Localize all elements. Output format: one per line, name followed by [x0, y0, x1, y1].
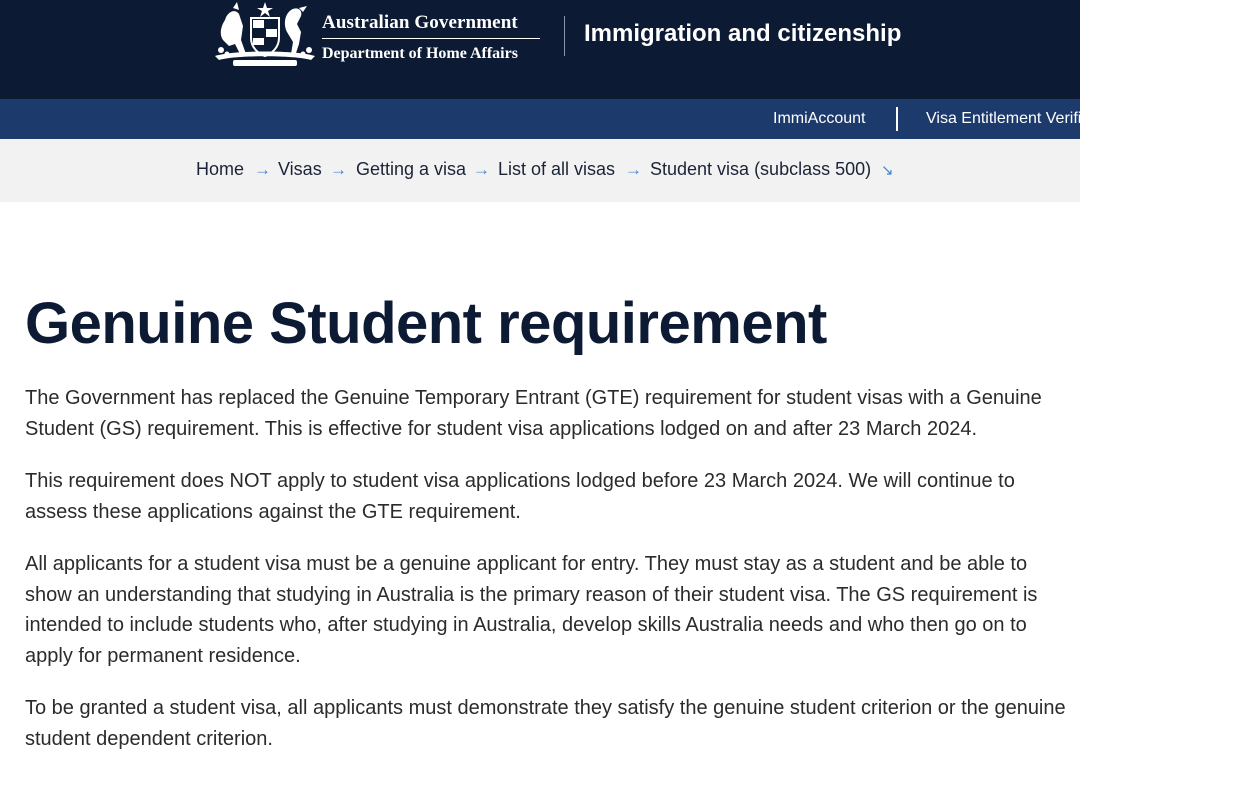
utility-nav: [0, 99, 1234, 139]
vevo-link[interactable]: Visa Entitlement Verification Online (VEVO): [926, 110, 1234, 127]
site-title[interactable]: Immigration and citizenship: [584, 20, 902, 47]
breadcrumb-list-of-all-visas[interactable]: List of all visas: [498, 159, 616, 179]
main-content: [25, 383, 1071, 776]
criterion-paragraph: To be granted a student visa, all applicants must demonstrate they satisfy the genuine student criterion or the genuine student dependent criterion.: [25, 697, 1066, 750]
arrow-right-icon: →: [330, 160, 347, 179]
breadcrumb-student-visa[interactable]: Student visa (subclass 500): [650, 159, 872, 179]
genuine-applicant-paragraph: All applicants for a student visa must be a genuine applicant for entry. They must stay as a student and be able to show an understanding that studying in Australia is the primary reason of their student visa. The GS requirement is intended to include students who, after studying in Australia, develop skills Australia needs and who then go on to apply for permanent residence.: [25, 553, 1038, 667]
government-name: Australian Government: [322, 12, 518, 33]
arrow-right-icon: →: [473, 160, 490, 179]
utility-nav-separator: [896, 107, 898, 131]
breadcrumb: [0, 139, 1080, 202]
site-header: [0, 0, 1080, 99]
immiaccount-link[interactable]: ImmiAccount: [773, 110, 866, 127]
breadcrumb-home[interactable]: Home: [196, 159, 245, 179]
intro-paragraph: The Government has replaced the Genuine Temporary Entrant (GTE) requirement for student visas with a Genuine Student (GS) requirement. This is effective for student visa applications lodged on and after 23 March 2024.: [25, 387, 1042, 440]
logo-divider-line: [322, 38, 540, 39]
breadcrumb-getting-a-visa[interactable]: Getting a visa: [356, 159, 467, 179]
breadcrumb-visas[interactable]: Visas: [278, 159, 322, 179]
arrow-down-right-icon[interactable]: ↘: [881, 162, 894, 179]
arrow-right-icon: →: [254, 160, 271, 179]
page-title: Genuine Student requirement: [25, 291, 827, 356]
gte-paragraph: This requirement does NOT apply to student visa applications lodged before 23 March 2024. We will continue to assess these applications against the GTE requirement.: [25, 470, 1015, 523]
department-name: Department of Home Affairs: [322, 45, 518, 62]
coat-of-arms-logo[interactable]: [213, 0, 317, 70]
header-divider: [564, 16, 565, 56]
arrow-right-icon: →: [625, 160, 642, 179]
